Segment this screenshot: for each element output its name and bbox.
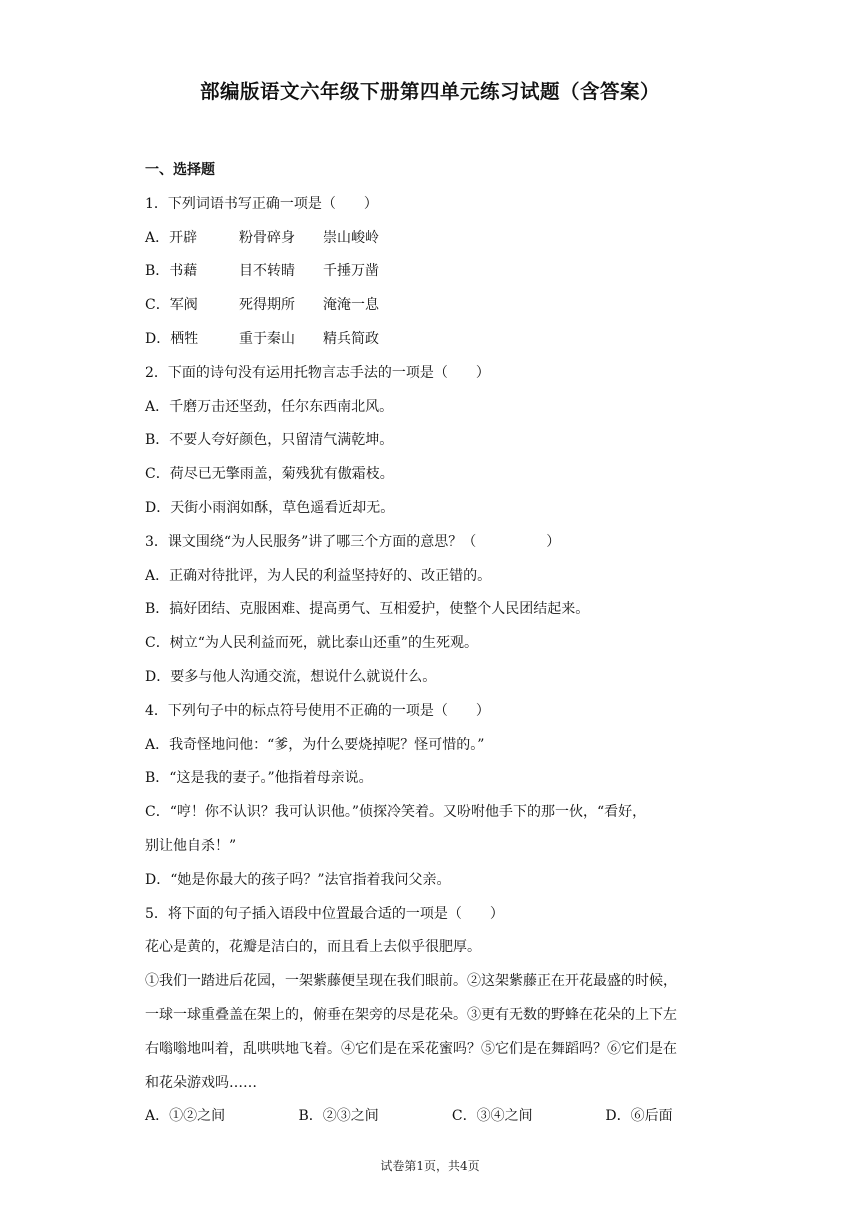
q3-stem: 3．课文围绕“为人民服务”讲了哪三个方面的意思？（ ） [145, 533, 561, 550]
q2-option-d: D．天街小雨润如酥，草色遥看近却无。 [145, 499, 395, 516]
q5-option-b: B．②③之间 [298, 1108, 379, 1125]
q1-option-a-word3: 崇山峻岭 [323, 229, 379, 246]
q5-passage-line: 和花朵游戏吗…… [145, 1074, 257, 1091]
q5-passage-line: ①我们一踏进后花园，一架紫藤便呈现在我们眼前。②这架紫藤正在开花最盛的时候， [145, 973, 677, 990]
q3-option-c: C．树立“为人民利益而死，就比泰山还重”的生死观。 [145, 635, 479, 652]
q5-options [145, 1100, 725, 1134]
q2-option-a: A．千磨万击还坚劲，任尔东西南北风。 [145, 398, 394, 415]
q1-option-a-word1: A．开辟 [145, 229, 198, 246]
q4-option-a: A．我奇怪地问他：“爹，为什么要烧掉呢？怪可惜的。” [145, 736, 485, 753]
q3-option-a: A．正确对待批评，为人民的利益坚持好的、改正错的。 [145, 567, 492, 584]
q1-option-d-word3: 精兵简政 [323, 330, 379, 347]
q1-option-d-word1: D．栖牲 [145, 330, 199, 347]
q4-option-b: B．“这是我的妻子。”他指着母亲说。 [145, 770, 373, 787]
q5-passage-line: 右嗡嗡地叫着，乱哄哄地飞着。④它们是在采花蜜吗？⑤它们是在舞蹈吗？⑥它们是在 [145, 1040, 677, 1057]
q1-option-d [145, 323, 725, 357]
q5-passage-line: 一球一球重叠盖在架上的，俯垂在架旁的尽是花朵。③更有无数的野蜂在花朵的上下左 [145, 1006, 677, 1023]
q5-option-d: D．⑥后面 [605, 1108, 673, 1125]
q1-option-b [145, 255, 725, 289]
q1-option-c-word1: C．军阀 [145, 297, 198, 314]
question-body [145, 154, 725, 1134]
q5-sentence: 花心是黄的，花瓣是洁白的，而且看上去似乎很肥厚。 [145, 939, 481, 956]
q1-option-c [145, 289, 725, 323]
q1-option-b-word3: 千捶万凿 [323, 263, 379, 280]
q5-option-c: C．③④之间 [451, 1108, 533, 1125]
q2-option-c: C．荷尽已无擎雨盖，菊残犹有傲霜枝。 [145, 466, 394, 483]
q4-option-c: C．“哼！你不认识？我可认识他。”侦探冷笑着。又吩咐他手下的那一伙，“看好， [145, 804, 647, 821]
q5-option-a: A．①②之间 [145, 1108, 226, 1125]
q1-option-a [145, 222, 725, 256]
q1-option-b-word2: 目不转睛 [239, 263, 295, 280]
q1-stem: 1．下列词语书写正确一项是（ ） [145, 195, 378, 212]
section-heading: 一、选择题 [145, 162, 215, 178]
page-title: 部编版语文六年级下册第四单元练习试题（含答案） [199, 80, 660, 103]
q4-option-c-continued: 别让他自杀！” [145, 837, 237, 854]
q1-option-c-word2: 死得期所 [239, 297, 295, 314]
q2-option-b: B．不要人夸好颜色，只留清气满乾坤。 [145, 432, 394, 449]
q5-stem: 5．将下面的句子插入语段中位置最合适的一项是（ ） [145, 905, 504, 922]
q1-option-d-word2: 重于秦山 [239, 330, 295, 347]
q3-option-d: D．要多与他人沟通交流，想说什么就说什么。 [145, 668, 437, 685]
q1-option-c-word3: 淹淹一息 [323, 297, 379, 314]
q1-option-a-word2: 粉骨碎身 [239, 229, 295, 246]
q4-stem: 4．下列句子中的标点符号使用不正确的一项是（ ） [145, 702, 490, 719]
q4-option-d: D．“她是你最大的孩子吗？”法官指着我问父亲。 [145, 871, 451, 888]
q1-option-b-word1: B．书藉 [145, 263, 198, 280]
page-footer: 试卷第1页，共4页 [380, 1159, 480, 1173]
q3-option-b: B．搞好团结、克服困难、提高勇气、互相爱护，使整个人民团结起来。 [145, 601, 590, 618]
q2-stem: 2．下面的诗句没有运用托物言志手法的一项是（ ） [145, 364, 490, 381]
